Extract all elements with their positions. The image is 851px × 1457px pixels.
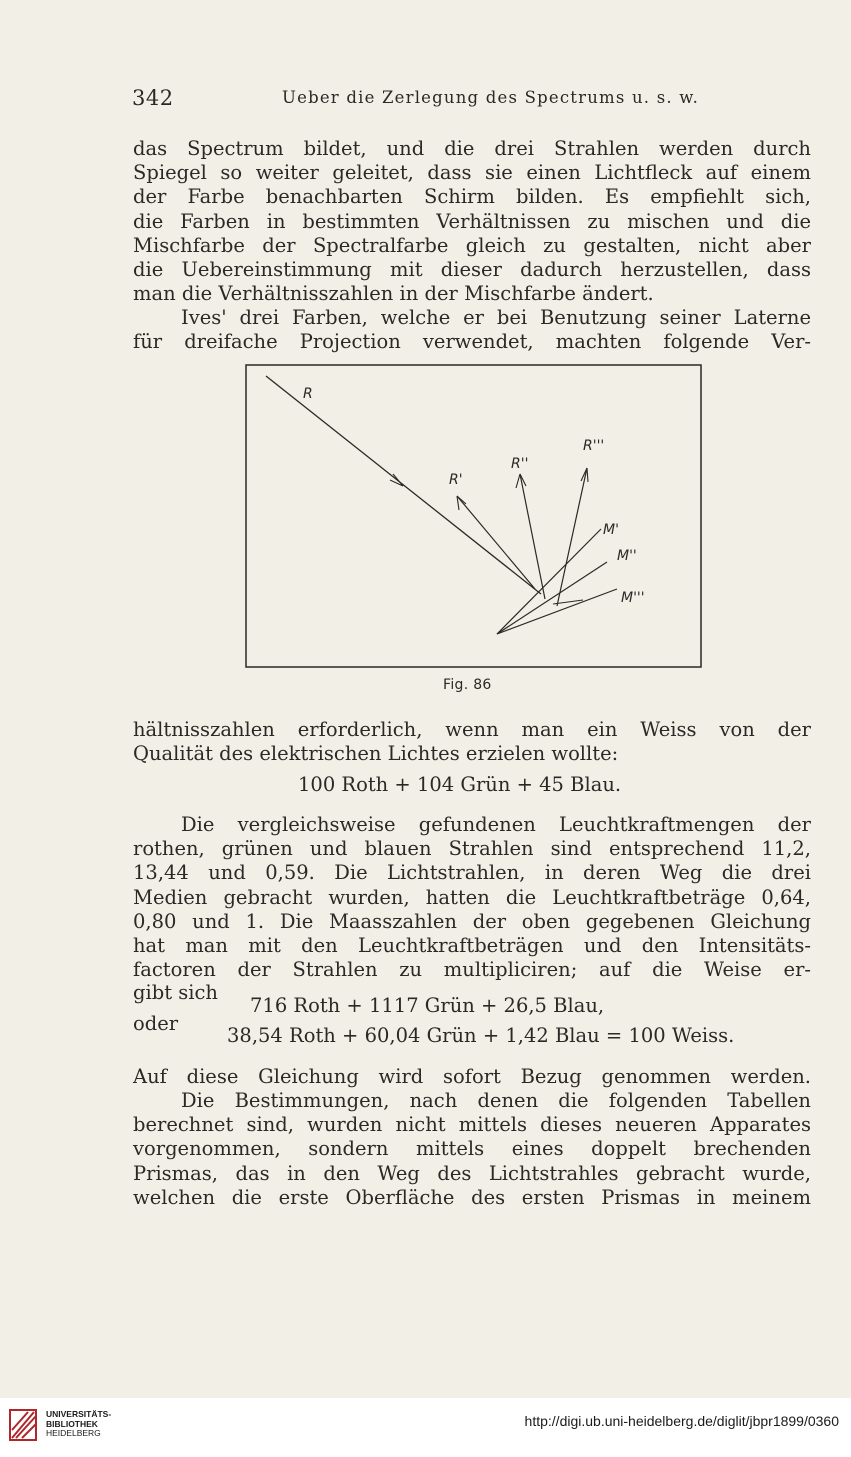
text-line: vorgenommen, sondern mittels eines doppelt brechenden (133, 1137, 811, 1161)
text-line: berechnet sind, wurden nicht mittels dieses neueren Apparates (133, 1113, 811, 1137)
paragraph-6 (133, 1089, 811, 1210)
incident-ray-r (266, 376, 541, 594)
text-line: 0,80 und 1. Die Maasszahlen der oben gegebenen Gleichung (133, 909, 811, 933)
paragraph-2 (133, 306, 811, 354)
label-m3: M''' (621, 590, 645, 606)
label-m1: M' (603, 522, 619, 538)
text-line: rothen, grünen und blauen Strahlen sind entsprechend 11,2, (133, 837, 811, 861)
equation-2: 716 Roth + 1117 Grün + 26,5 Blau, (250, 994, 605, 1017)
text-line: Auf diese Gleichung wird sofort Bezug genommen werden. (133, 1065, 811, 1088)
text-line: Prismas, das in den Weg des Lichtstrahles gebracht wurde, (133, 1161, 811, 1185)
label-r2: R'' (511, 456, 529, 472)
oder-text: oder (133, 1012, 179, 1035)
text-line: Mischfarbe der Spectralfarbe gleich zu gestalten, nicht aber (133, 233, 811, 257)
text-line: hältnisszahlen erforderlich, wenn man ein Weiss von der (133, 718, 811, 741)
text-line: Ives' drei Farben, welche er bei Benutzung seiner Laterne (181, 306, 811, 329)
paragraph-1 (133, 137, 811, 306)
label-m2: M'' (617, 548, 637, 564)
gibt-sich-text: gibt sich (133, 981, 218, 1004)
text-line: Medien gebracht wurden, hatten die Leuchtkraftbeträge 0,64, (133, 885, 811, 909)
text-line: 13,44 und 0,59. Die Lichtstrahlen, in deren Weg die drei (133, 861, 811, 885)
library-name-line-1: UNIVERSITÄTS- (46, 1409, 112, 1419)
library-name (46, 1410, 111, 1439)
text-line: man die Verhältnisszahlen in der Mischfarbe ändert. (133, 282, 654, 306)
text-line: factoren der Strahlen zu multipliciren; auf die Weise er- (133, 958, 811, 982)
paragraph-4 (133, 813, 811, 982)
text-line: das Spectrum bildet, und die drei Strahlen werden durch (133, 137, 811, 160)
text-line: Spiegel so weiter geleitet, dass sie einen Lichtfleck auf einem (133, 161, 811, 185)
ray-diagram (245, 364, 702, 668)
paragraph-5 (133, 1065, 811, 1089)
footer-bar (0, 1398, 851, 1457)
equation-1: 100 Roth + 104 Grün + 45 Blau. (298, 773, 622, 796)
text-line: Qualität des elektrischen Lichtes erzielen wollte: (133, 742, 619, 766)
paragraph-3 (133, 718, 811, 766)
label-r1: R' (449, 472, 463, 488)
page-number: 342 (132, 86, 174, 110)
library-name-line-3: HEIDELBERG (46, 1428, 101, 1438)
text-line: Die Bestimmungen, nach denen die folgenden Tabellen (181, 1089, 811, 1112)
text-line: welchen die erste Oberfläche des ersten Prismas in meinem (133, 1185, 811, 1209)
label-r: R (303, 386, 313, 402)
label-r3: R''' (583, 438, 605, 454)
library-name-line-2: BIBLIOTHEK (46, 1418, 98, 1429)
text-line: für dreifache Projection verwendet, machten folgende Ver- (133, 330, 811, 354)
text-line: hat man mit den Leuchtkraftbeträgen und den Intensitäts- (133, 933, 811, 957)
source-url-link[interactable]: http://digi.ub.uni-heidelberg.de/diglit/jbpr1899/0360 (524, 1413, 839, 1429)
reflected-ray-r1 (457, 496, 535, 589)
library-logo-icon (8, 1404, 40, 1444)
text-line: die Uebereinstimmung mit dieser dadurch herzustellen, dass (133, 257, 811, 281)
equation-3: 38,54 Roth + 60,04 Grün + 1,42 Blau = 100 Weiss. (227, 1024, 735, 1047)
figure-86 (245, 364, 702, 668)
page-header (132, 86, 812, 116)
running-title: Ueber die Zerlegung des Spectrums u. s. w. (282, 88, 700, 107)
text-line: Die vergleichsweise gefundenen Leuchtkraftmengen der (181, 813, 811, 836)
mirror-m3 (497, 589, 617, 634)
figure-caption: Fig. 86 (443, 677, 492, 693)
text-line: die Farben in bestimmten Verhältnissen zu mischen und die (133, 209, 811, 233)
mirror-m1 (497, 529, 601, 634)
text-line: der Farbe benachbarten Schirm bilden. Es empfiehlt sich, (133, 185, 811, 209)
